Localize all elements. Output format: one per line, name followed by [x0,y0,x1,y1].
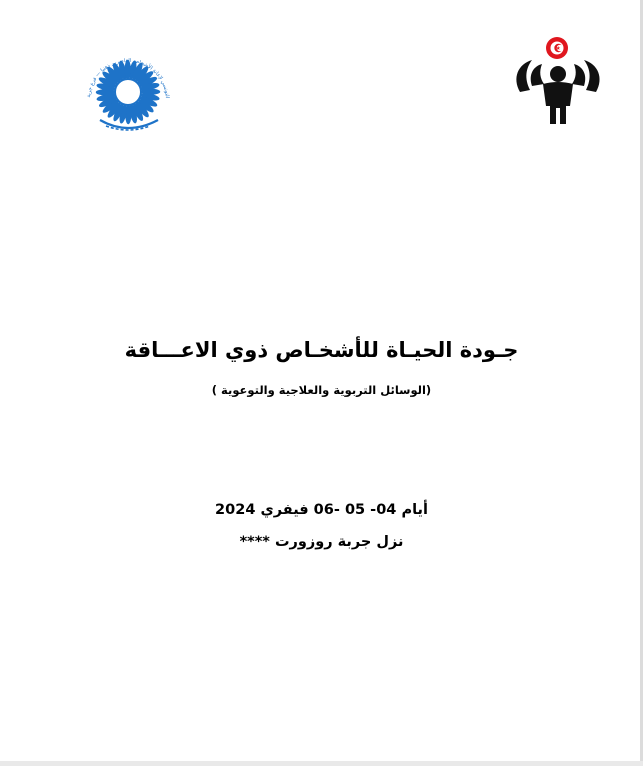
page-subtitle: (الوسائل التربوية والعلاجية والتوعوية ) [211,383,432,397]
event-dates: أيام 04- 05 -06 فيفري 2024 [215,502,428,518]
page-title: جـودة الحيـاة للأشخـاص ذوي الاعـــاقة [124,338,519,362]
flower-ring-logo-icon [72,42,184,138]
logo-left-arc-text: التونسي لإعانة الأشخاص القاصرين ذهنيا — فرع جربة [86,57,170,99]
page-edge-bottom [0,761,643,766]
event-venue: نزل جربة روزورت **** [239,534,404,550]
raised-arms-person-logo-icon [510,34,606,130]
